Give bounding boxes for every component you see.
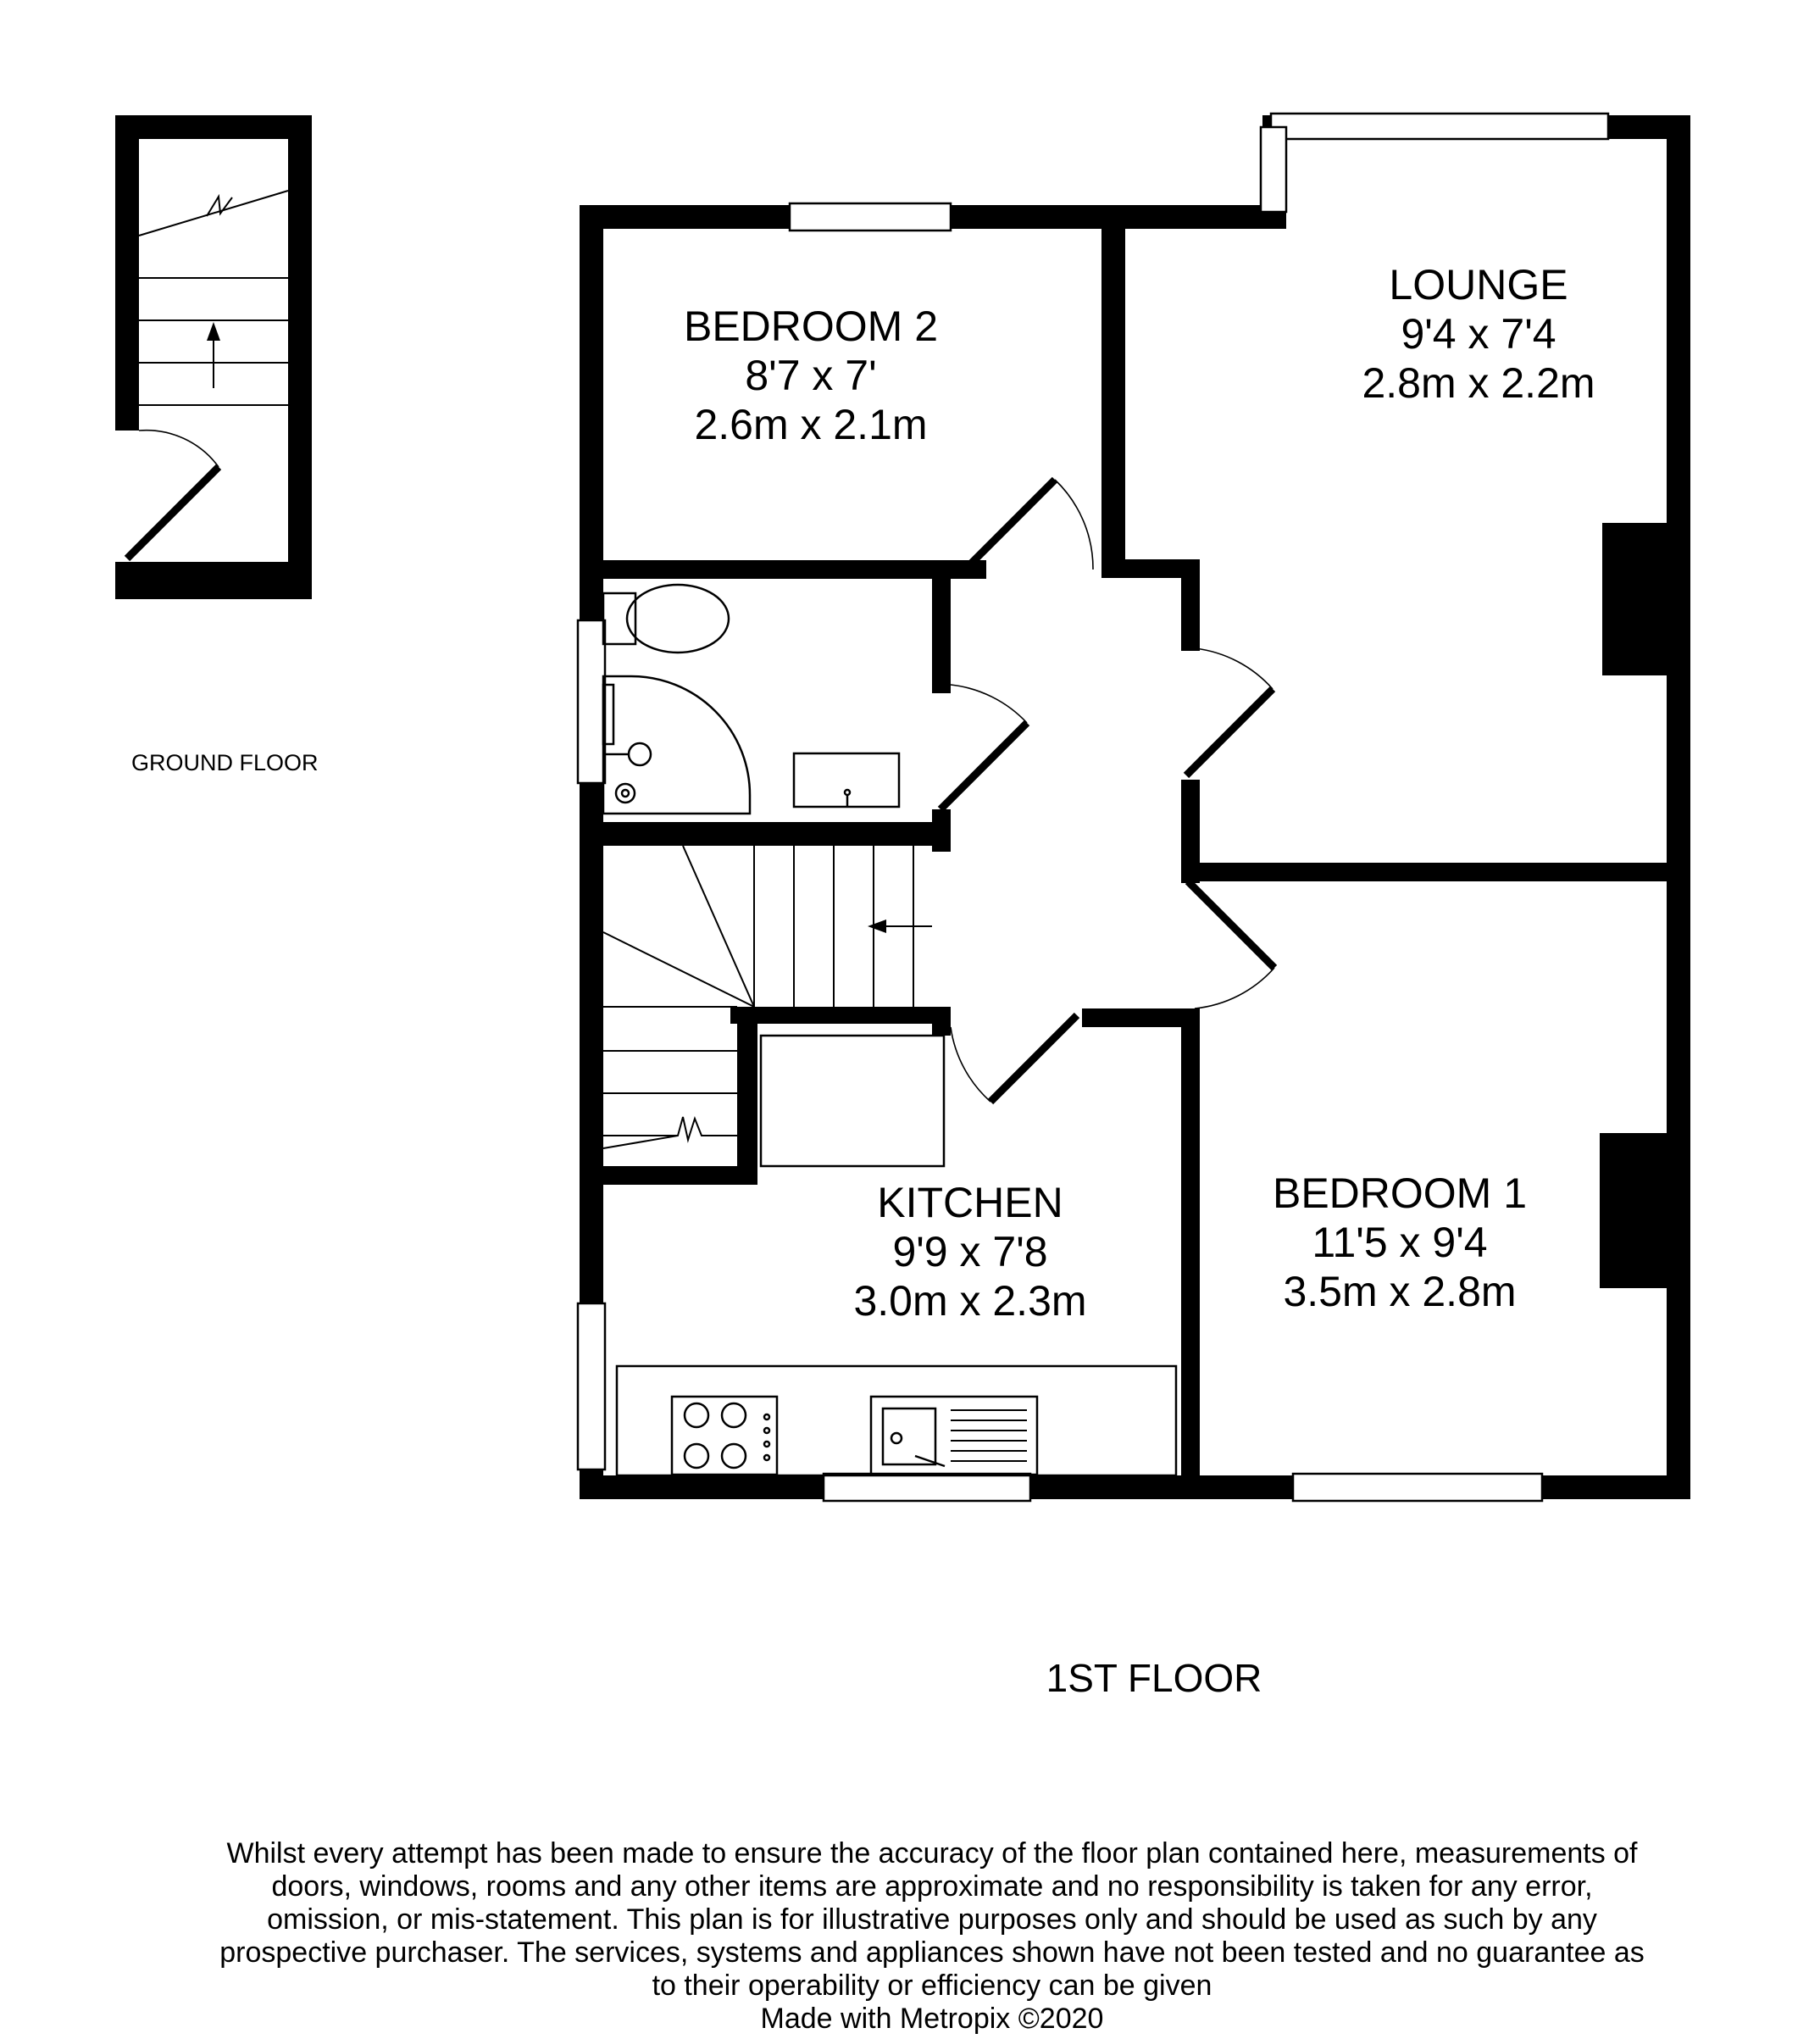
first-floor-label: 1ST FLOOR: [1046, 1656, 1262, 1700]
window-bathroom: [578, 620, 605, 783]
disclaimer-text: Whilst every attempt has been made to ensure the accuracy of the floor plan contained here, measurements of doors, windows, rooms and any other items are approximate and no responsibility is taken for any error, omission, or mis-statement. This plan is for illustrative purposes only and should be used as such by any prospective purchaser. The services, systems and appliances shown have not been tested and no guarantee as to their operability or efficiency can be given: [219, 1837, 1645, 2002]
bathroom-fixtures: [603, 585, 899, 814]
ground-floor-label: GROUND FLOOR: [131, 750, 319, 775]
lounge-imperial: 9'4 x 7'4: [1401, 310, 1556, 358]
bedroom2-name: BEDROOM 2: [683, 303, 939, 350]
kitchen-name: KITCHEN: [877, 1179, 1063, 1226]
bedroom1-metric: 3.5m x 2.8m: [1283, 1268, 1517, 1315]
window-bedroom1: [1293, 1474, 1542, 1501]
ground-floor-plan: [115, 115, 319, 775]
room-label-bedroom1: [1273, 1170, 1527, 1315]
chimney-breast-lounge: [1602, 523, 1673, 675]
window-bedroom2: [790, 203, 951, 231]
room-label-bedroom2: [684, 303, 938, 448]
bedroom1-imperial: 11'5 x 9'4: [1312, 1219, 1488, 1266]
wall-right: [1667, 115, 1690, 1499]
bedroom1-name: BEDROOM 1: [1272, 1170, 1528, 1217]
worktop: [617, 1366, 1176, 1475]
lounge-name: LOUNGE: [1389, 261, 1568, 308]
kitchen-metric: 3.0m x 2.3m: [853, 1277, 1087, 1325]
first-floor-plan: [578, 114, 1690, 1700]
toilet-cistern: [603, 593, 635, 644]
bedroom2-metric: 2.6m x 2.1m: [694, 401, 928, 448]
room-label-kitchen: [853, 1179, 1086, 1325]
window-kitchen-side: [578, 1303, 605, 1470]
first-floor-stairs: [603, 846, 932, 1148]
shower-tray: [603, 676, 750, 814]
credit-text: Made with Metropix ©2020: [760, 2003, 1104, 2035]
shower-drain: [616, 784, 635, 803]
chimney-breast-bedroom1: [1600, 1133, 1673, 1288]
lounge-metric: 2.8m x 2.2m: [1362, 359, 1595, 407]
toilet-bowl: [627, 585, 729, 653]
window-kitchen: [824, 1474, 1030, 1501]
kitchen-imperial: 9'9 x 7'8: [892, 1228, 1048, 1275]
window-lounge: [1271, 114, 1608, 139]
shower-head: [629, 743, 651, 765]
ground-floor-door: [127, 431, 219, 558]
kitchen-unit: [761, 1036, 944, 1166]
window-lounge-side: [1261, 127, 1286, 212]
room-label-lounge: [1362, 261, 1595, 407]
ground-floor-stairs: [139, 191, 288, 405]
bedroom2-imperial: 8'7 x 7': [745, 352, 877, 399]
